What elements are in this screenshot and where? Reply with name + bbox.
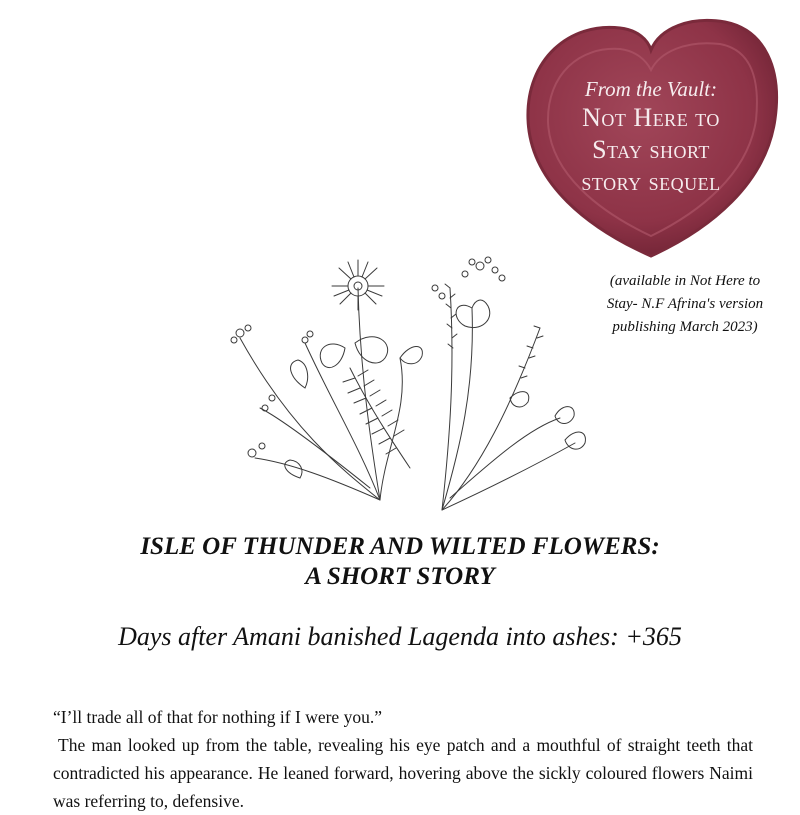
availability-line: Stay- N.F Afrina's version bbox=[606, 296, 764, 312]
story-body bbox=[53, 703, 753, 815]
story-paragraph: The man looked up from the table, revealing his eye patch and a mouthful of straight teeth that contradicted his appearance. He leaned forward, hovering above the sickly coloured flowers Naimi was referring to, defensive. bbox=[53, 735, 753, 811]
seal-kicker: From the Vault: bbox=[584, 77, 718, 101]
seal-title-line: story sequel bbox=[581, 167, 721, 196]
wax-seal-badge bbox=[520, 14, 782, 264]
seal-title-line: Stay short bbox=[592, 135, 710, 164]
story-title-line: A SHORT STORY bbox=[305, 563, 495, 590]
seal-text bbox=[548, 76, 754, 198]
seal-title-line: Not Here to bbox=[582, 103, 720, 132]
story-paragraph: “I’ll trade all of that for nothing if I were you.” bbox=[53, 707, 382, 727]
availability-note bbox=[590, 270, 780, 339]
story-subtitle: Days after Amani banished Lagenda into ashes: +365 bbox=[118, 622, 682, 651]
wildflower-illustration bbox=[210, 248, 600, 516]
availability-line: (available in Not Here to bbox=[609, 273, 761, 289]
availability-line: publishing March 2023) bbox=[612, 319, 758, 335]
wildflower-bouquet-icon bbox=[210, 248, 600, 516]
story-title bbox=[0, 532, 800, 592]
story-title-line: ISLE OF THUNDER AND WILTED FLOWERS: bbox=[140, 533, 660, 560]
